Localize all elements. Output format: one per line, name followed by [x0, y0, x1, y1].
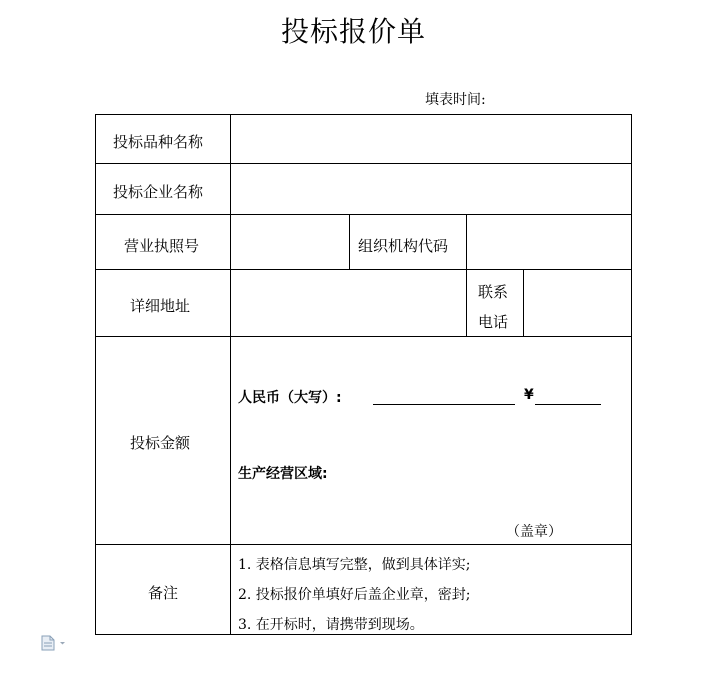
remark-item: 1. 表格信息填写完整，做到具体详实; — [238, 557, 471, 573]
bid-form-table — [95, 114, 632, 635]
column-divider — [230, 115, 231, 634]
column-divider — [466, 214, 467, 269]
seal-label: （盖章） — [506, 524, 562, 540]
phone-label-line1: 联系 — [478, 283, 509, 301]
column-divider — [466, 269, 467, 336]
remark-item: 2. 投标报价单填好后盖企业章，密封; — [238, 587, 471, 603]
region-label: 生产经营区域: — [238, 466, 328, 482]
row-divider — [96, 163, 631, 164]
document-icon-button[interactable] — [41, 635, 71, 651]
column-divider — [349, 214, 350, 269]
row-divider — [96, 544, 631, 545]
row-divider — [96, 214, 631, 215]
yen-symbol: ¥ — [524, 387, 534, 403]
remarks-label: 备注 — [148, 584, 179, 602]
remark-item: 3. 在开标时，请携带到现场。 — [238, 617, 424, 633]
yen-amount-underline[interactable] — [535, 404, 601, 405]
row-divider — [96, 269, 631, 270]
fill-time-label: 填表时间: — [425, 92, 486, 108]
address-label: 详细地址 — [130, 297, 191, 315]
rmb-amount-underline[interactable] — [373, 404, 515, 405]
license-label: 营业执照号 — [124, 237, 200, 255]
bid-amount-label: 投标金额 — [130, 434, 191, 452]
page-title: 投标报价单 — [280, 15, 426, 48]
column-divider — [523, 269, 524, 336]
row-divider — [96, 336, 631, 337]
org-code-label: 组织机构代码 — [358, 237, 449, 255]
chevron-down-icon — [60, 642, 65, 645]
product-name-label: 投标品种名称 — [113, 133, 204, 151]
phone-label-line2: 电话 — [478, 313, 509, 331]
company-name-label: 投标企业名称 — [113, 183, 204, 201]
document-icon — [41, 635, 71, 651]
rmb-amount-label: 人民币（大写）: — [238, 390, 342, 406]
